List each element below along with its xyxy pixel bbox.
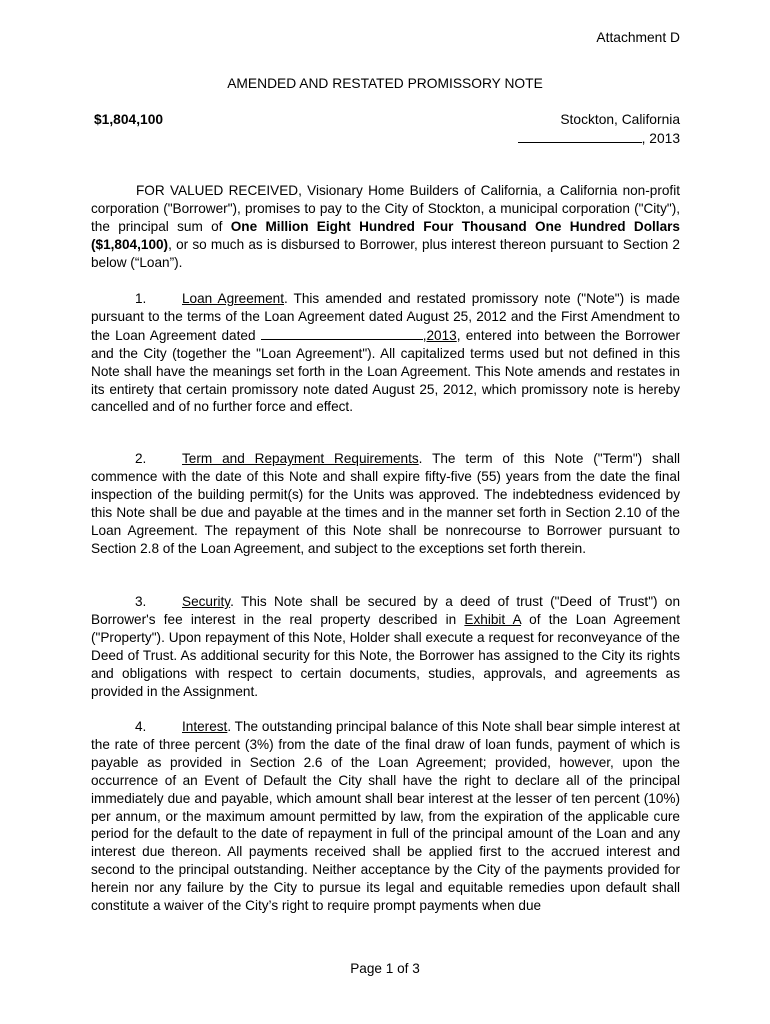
note-date-line [518,129,680,148]
section-1-text-c: , entered into between the Borrower and the City (together the "Loan Agreement"). All capitalized terms used but not defined in this Note shall have the meanings set forth in the Loan Agreement. This Note amends and restates in its entirety that certain promissory note dated August 25, 2012, which promissory note is hereby cancelled and of no further force and effect. [91,327,680,415]
section-1-paragraph [91,290,680,416]
agreement-date-blank [261,326,423,340]
section-4-heading: Interest [182,719,228,734]
intro-bold-sum: One Million Eight Hundred Four Thousand One Hundred Dollars ($1,804,100) [91,218,680,252]
section-3-text-a: . This Note shall be secured by a deed of trust ("Deed of Trust") on Borrower's fee interest in the real property described in [91,594,680,627]
section-3-paragraph [91,593,680,700]
section-1-text-a: . This amended and restated promissory note ("Note") is made pursuant to the terms of the Loan Agreement dated August 25, 2012 and the First Amendment to the Loan Agreement dated [91,291,680,343]
section-4-text-a: . The outstanding principal balance of this Note shall bear simple interest at the rate of three percent (3%) from the date of the final draw of loan funds, payment of which is payable as provided in Section 2.6 of the Loan Agreement; provided, however, upon the occurrence of an Event of Default the City shall have the right to declare all of the principal immediately due and payable, which amount shall bear interest at the lesser of ten percent (10%) per annum, or the maximum amount permitted by law, from the expiration of the applicable cure period for the default to the date of repayment in full of the principal amount of the Loan and any interest due thereon. All payments received shall be applied first to the accrued interest and second to the principal outstanding. Neither acceptance by the City of the payments provided for herein nor any failure by the City to pursue its legal and equitable remedies upon default shall constitute a waiver of the City’s right to require prompt payments when due [91,719,680,914]
section-3-heading: Security [182,594,231,609]
page-number: Page 1 of 3 [350,961,420,976]
section-1-number: 1. [135,291,147,306]
section-2-heading: Term and Repayment Requirements [182,451,419,466]
intro-text-b: , or so much as is disbursed to Borrower, plus interest thereon pursuant to Section 2 below (“Loan”). [91,236,680,270]
attachment-label: Attachment D [596,30,680,45]
section-4-number: 4. [135,719,147,734]
section-4-paragraph [91,718,680,915]
section-1-heading: Loan Agreement [182,291,284,306]
intro-text-a: FOR VALUED RECEIVED, Visionary Home Builders of California, a California non-profit corporation ("Borrower"), promises to pay to the City of Stockton, a municipal corporation ("City"), the principal sum of [91,183,680,234]
section-3-exhibit: Exhibit A [464,611,521,627]
note-amount: $1,804,100 [94,112,164,127]
section-2-paragraph [91,450,680,557]
section-1-year: ,2013 [422,327,457,343]
section-2-number: 2. [135,451,147,466]
section-2-text-a: . The term of this Note ("Term") shall commence with the date of this Note and shall expire fifty-five (55) years from the date the final inspection of the building permit(s) for the Units was approved. The indebtedness evidenced by this Note shall be due and payable at the times and in the manner set forth in Section 2.10 of the Loan Agreement. The repayment of this Note shall be nonrecourse to Borrower pursuant to Section 2.8 of the Loan Agreement, and subject to the exceptions set forth therein. [91,451,680,556]
section-3-number: 3. [135,594,147,609]
date-year: , 2013 [641,131,680,146]
intro-paragraph [91,182,680,272]
document-title: AMENDED AND RESTATED PROMISSORY NOTE [227,76,543,91]
note-place: Stockton, California [560,112,680,127]
section-3-text-b: of the Loan Agreement ("Property"). Upon repayment of this Note, Holder shall execute a request for reconveyance of the Deed of Trust. As additional security for this Note, the Borrower has assigned to the City its rights and obligations with respect to certain documents, studies, approvals, and agreements as provided in the Assignment. [91,611,681,699]
date-blank [518,129,642,143]
